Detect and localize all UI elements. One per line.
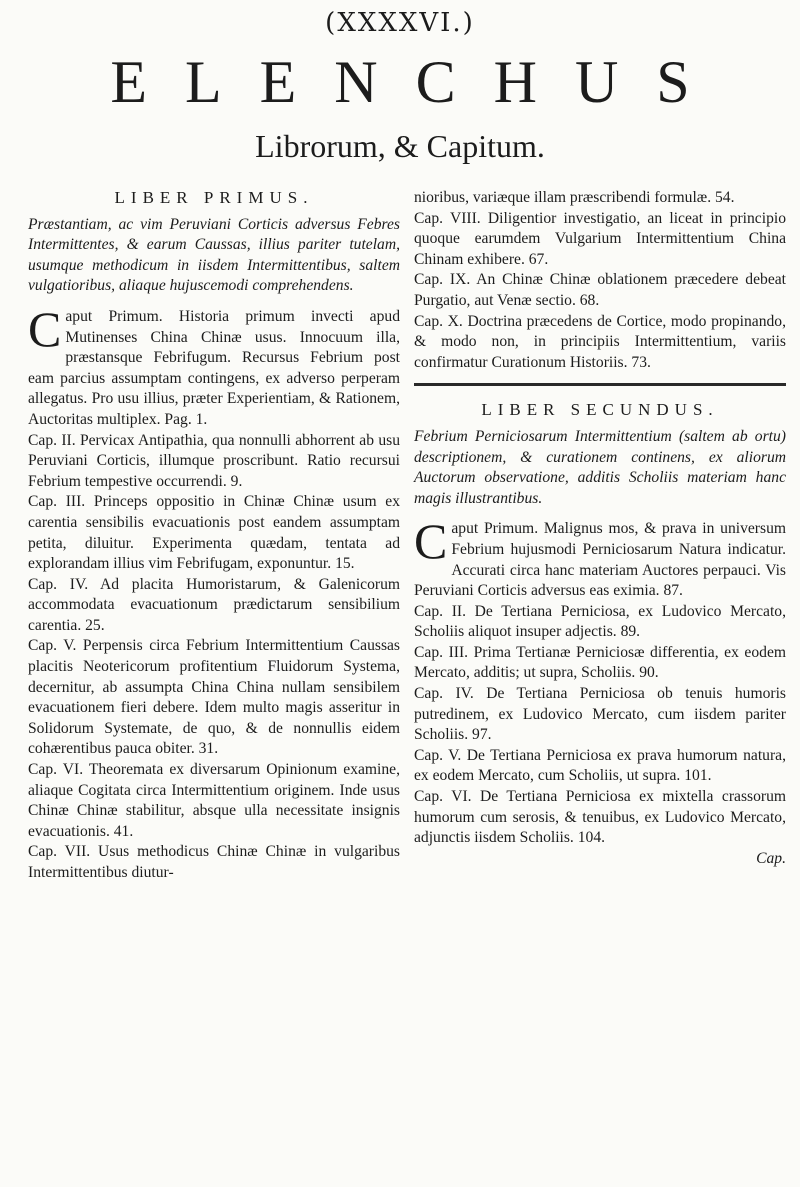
chapter-entry: Cap. X. Doctrina præcedens de Cortice, modo propinando, & modo non, in principiis Intermittentium, variis confirmatur Curationum Historiis. 73. bbox=[414, 312, 786, 371]
chapter-entry: Caput Primum. Historia primum invecti apud Mutinenses China Chinæ usus. Innocuum illa, præstansque Febrifugum. Recursus Febrium post eam parcius assumptam contingens, ex adverso perperam allegatus. Pro usu illius, præter Experientiam, & Rationem, Auctoritas multiplex. Pag. 1. bbox=[28, 300, 400, 428]
page-title: ELENCHUS bbox=[110, 49, 728, 115]
book-heading: LIBER PRIMUS. bbox=[114, 188, 314, 207]
drop-cap: C bbox=[28, 300, 62, 357]
section-divider bbox=[414, 383, 786, 386]
chapter-entry: Cap. VIII. Diligentior investigatio, an liceat in principio quoque earumdem Vulgarium Intermittentium China Chinam exhibere. 67. bbox=[414, 209, 786, 268]
chapter-entry: Cap. II. Pervicax Antipathia, qua nonnulli abhorrent ab usu Peruviani Corticis, illumque proscribunt. Ratio recursui Febrium tempestive occurrendi. 9. bbox=[28, 431, 400, 490]
chapter-entry: Cap. IV. De Tertiana Perniciosa ob tenuis humoris putredinem, ex Ludovico Mercato, cum iisdem pariter Scholiis. 97. bbox=[414, 685, 786, 744]
chapter-entry: Cap. VI. Theoremata ex diversarum Opinionum examine, aliaque Cogitata circa Intermittentium originem. Inde usus Chinæ Chinæ stabilitur, absque ulla necessitate insignis evacuationis. 41. bbox=[28, 761, 400, 840]
book-heading: LIBER SECUNDUS. bbox=[481, 400, 719, 420]
chapter-entry: nioribus, variæque illam præscribendi formulæ. 54. bbox=[414, 189, 735, 206]
chapter-entry: Cap. VI. De Tertiana Perniciosa ex mixtella crassorum humorum cum serosis, & tenuibus, ex Ludovico Mercato, adjunctis iisdem Scholiis. 104. bbox=[414, 788, 786, 847]
chapter-entry: Cap. VII. Usus methodicus Chinæ Chinæ in vulgaribus Intermittentibus diutur- bbox=[28, 843, 400, 881]
chapter-entry: Cap. IV. Ad placita Humoristarum, & Galenicorum accommodata evacuationum prædictarum sensibilium carentia. 25. bbox=[28, 575, 400, 634]
catchword: Cap. bbox=[756, 849, 786, 867]
right-column bbox=[414, 188, 786, 869]
chapter-entry: Caput Primum. Malignus mos, & prava in universum Febrium hujusmodi Perniciosarum Natura indicatur. Accurati circa hanc materiam Auctores perpauci. Vis Peruviani Corticis adversus eas eximia. 87. bbox=[414, 513, 786, 600]
page-number: (XXXXVI.) bbox=[325, 8, 475, 38]
book-intro: Præstantiam, ac vim Peruviani Corticis adversus Febres Intermittentes, & earum Caussas, illius pariter tutelam, usumque methodicum in iisdem Intermittentibus, saltem vulgatioribus, aliaque hujuscemodi comprehendens. bbox=[28, 215, 400, 295]
drop-cap: C bbox=[414, 513, 448, 570]
book-intro: Febrium Perniciosarum Intermittentium (saltem ab ortu) descriptionem, & curationem continens, ex aliorum Auctorum observatione, additis Scholiis materiam hanc magis illustrantibus. bbox=[414, 427, 786, 507]
chapter-entry: Cap. III. Princeps oppositio in Chinæ Chinæ usum ex carentia sensibilis evacuationis post eandem assumptam petita, diluitur. Experimenta quædam, tentata ad explorandam illius vim Febrifugam, exponuntur. 15. bbox=[28, 493, 400, 573]
left-column bbox=[28, 188, 400, 884]
chapter-entry: Cap. III. Prima Tertianæ Perniciosæ differentia, ex eodem Mercato, additis; ut supra, Scholiis. 90. bbox=[414, 643, 786, 682]
page-subtitle: Librorum, & Capitum. bbox=[255, 128, 545, 164]
chapter-entry: Cap. V. De Tertiana Perniciosa ex prava humorum natura, ex eodem Mercato, cum Scholiis, ut supra. 101. bbox=[414, 746, 786, 785]
chapter-entry: Cap. II. De Tertiana Perniciosa, ex Ludovico Mercato, Scholiis aliquot insuper adjectis. 89. bbox=[414, 602, 786, 641]
chapter-entry: Cap. V. Perpensis circa Febrium Intermittentium Caussas placitis Neotericorum profitentium Fluidorum Systema, decernitur, ab assumpta China China nullam sensibilem evacuationem fieri debere. Idem multo magis asseritur in Solidorum Systemate, de quo, & de nonnullis eidem cohærentibus pauca obiter. 31. bbox=[28, 637, 400, 758]
chapter-entry: Cap. IX. An Chinæ Chinæ oblationem præcedere debeat Purgatio, aut Venæ sectio. 68. bbox=[414, 271, 786, 309]
